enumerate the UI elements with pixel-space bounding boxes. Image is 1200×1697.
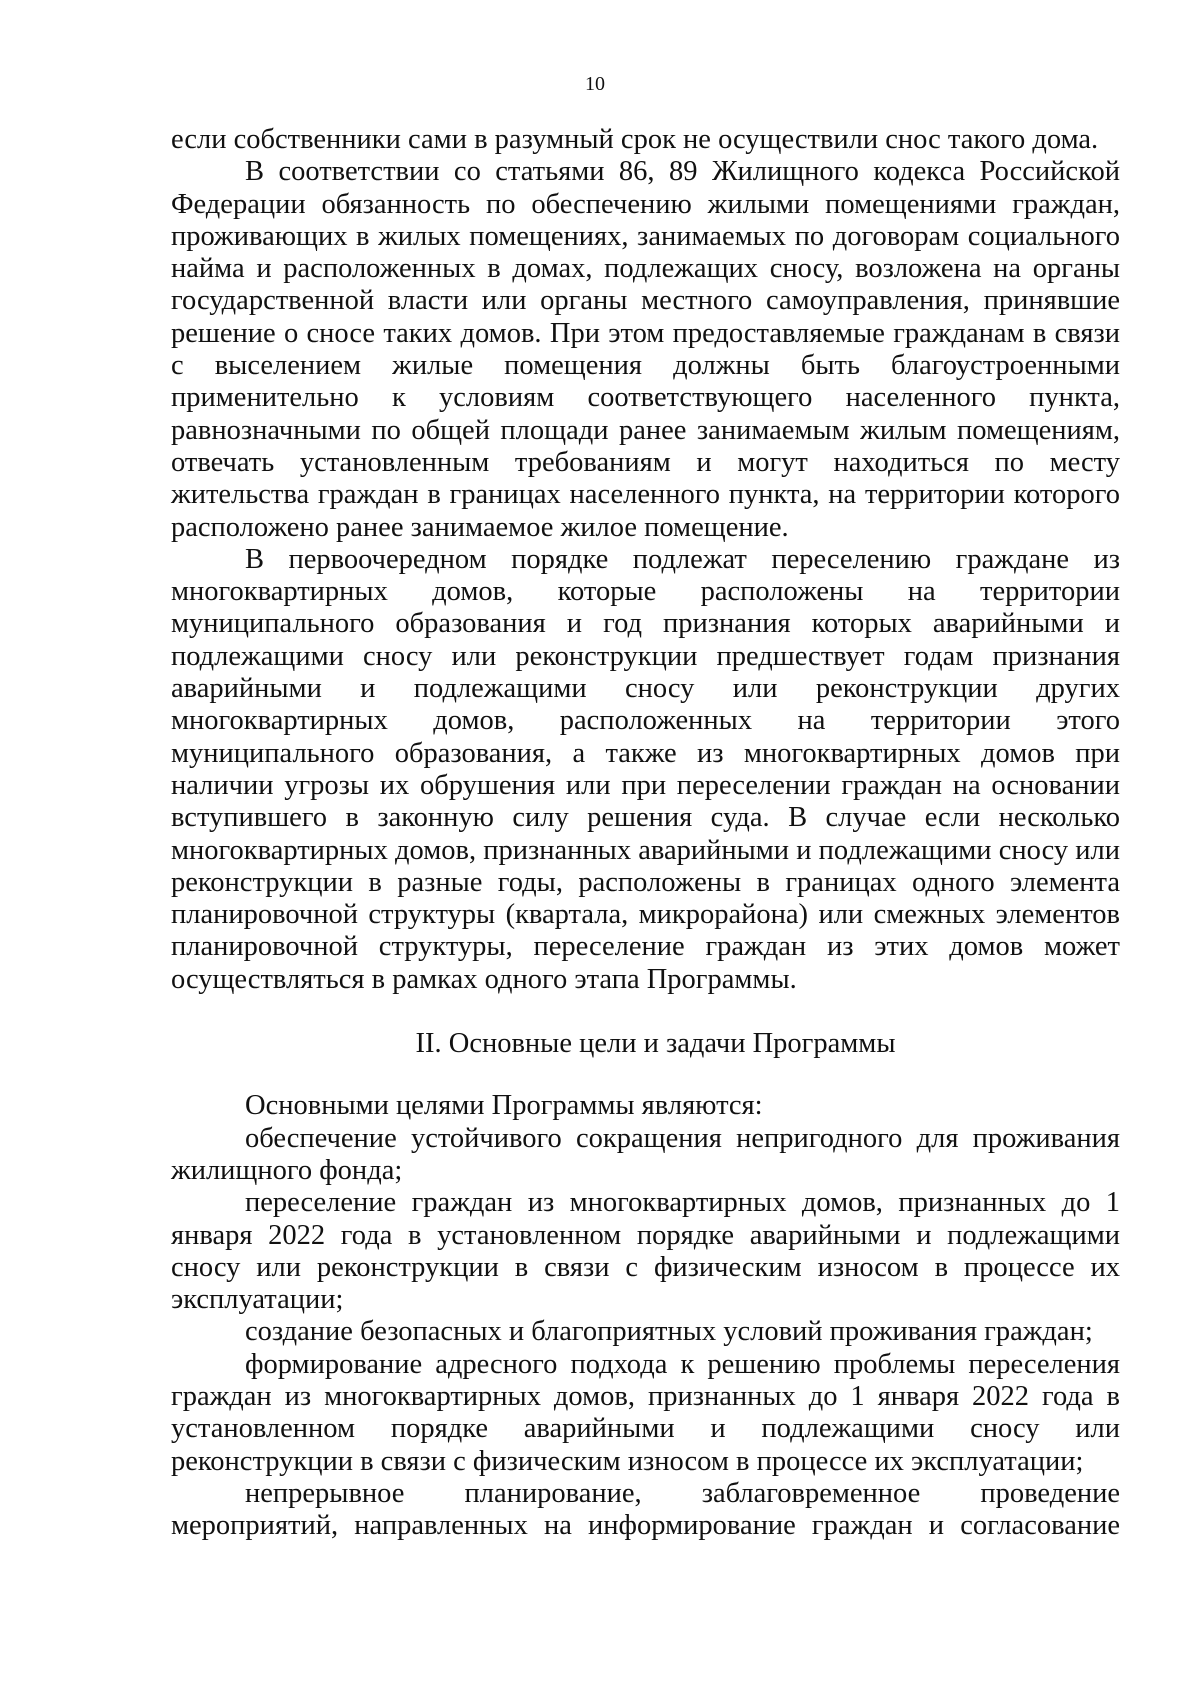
goals-intro: Основными целями Программы являются: <box>245 1090 763 1122</box>
goal-item: обеспечение устойчивого сокращения непригодного для проживания жилищного фонда; <box>171 1122 1120 1186</box>
section-heading: II. Основные цели и задачи Программы <box>415 1028 896 1060</box>
paragraph-priority-resettlement: В первоочередном порядке подлежат переселению граждане из многоквартирных домов, которые расположены на территории муниципального образования и год признания которых аварийными и подлежащими сносу или реконструкции предшествует годам признания аварийными и подлежащими сносу или реконструкции других многоквартирных домов, расположенных на территории этого муниципального образования, а также из многоквартирных домов при наличии угрозы их обрушения или при переселении граждан на основании вступившего в законную силу решения суда. В случае если несколько многоквартирных домов, признанных аварийными и подлежащими сносу или реконструкции в разные годы, расположены в границах одного элемента планировочной структуры (квартала, микрорайона) или смежных элементов планировочной структуры, переселение граждан из этих домов может осуществляться в рамках одного этапа Программы. <box>171 543 1120 995</box>
paragraph-continuation: если собственники сами в разумный срок не осуществили снос такого дома. <box>171 124 1099 155</box>
page-number: 10 <box>585 73 605 95</box>
goal-item: непрерывное планирование, заблаговременное проведение мероприятий, направленных на информирование граждан и согласование <box>171 1477 1120 1542</box>
paragraph-housing-code: В соответствии со статьями 86, 89 Жилищного кодекса Российской Федерации обязанность по обеспечению жилыми помещениями граждан, проживающих в жилых помещениях, занимаемых по договорам социального найма и расположенных в домах, подлежащих сносу, возложена на органы государственной власти или органы местного самоуправления, принявшие решение о сносе таких домов. При этом предоставляемые гражданам в связи с выселением жилые помещения должны быть благоустроенными применительно к условиям соответствующего населенного пункта, равнозначными по общей площади ранее занимаемым жилым помещениям, отвечать установленным требованиям и могут находиться по месту жительства граждан в границах населенного пункта, на территории которого расположено ранее занимаемое жилое помещение. <box>171 156 1120 543</box>
goal-item: переселение граждан из многоквартирных домов, признанных до 1 января 2022 года в установленном порядке аварийными и подлежащими сносу или реконструкции в связи с физическим износом в процессе их эксплуатации; <box>171 1187 1120 1316</box>
goal-item: формирование адресного подхода к решению проблемы переселения граждан из многоквартирных домов, признанных до 1 января 2022 года в установленном порядке аварийными и подлежащими сносу или реконструкции в связи с физическим износом в процессе их эксплуатации; <box>171 1348 1120 1477</box>
goal-item: создание безопасных и благоприятных условий проживания граждан; <box>245 1316 1093 1348</box>
document-body <box>171 124 1120 1542</box>
